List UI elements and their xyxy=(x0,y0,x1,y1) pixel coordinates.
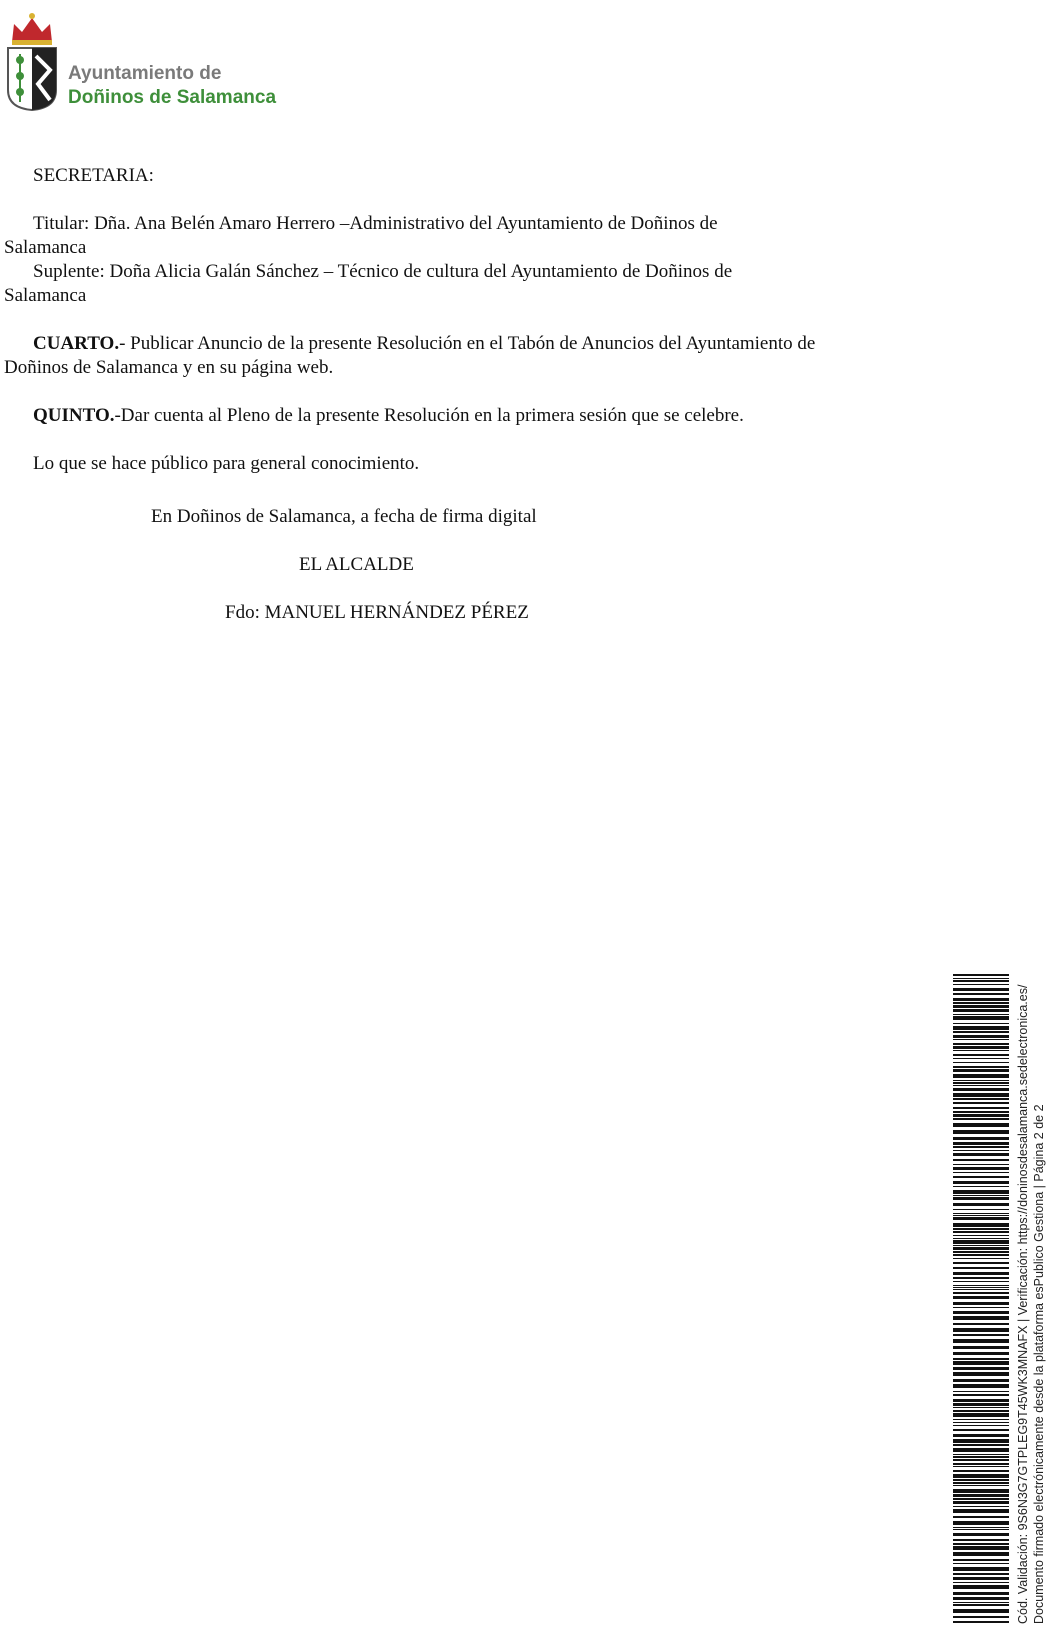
barcode-bar xyxy=(953,1150,1009,1151)
barcode-bar xyxy=(953,1164,1009,1165)
barcode-bar xyxy=(953,998,1009,1001)
barcode-bar xyxy=(953,1413,1009,1417)
barcode-bar xyxy=(953,1444,1009,1446)
validation-code-line: Cód. Validación: 9S6N3G7GTPLEG9T45WK3MNAFX | Verificación: https://doninosdesalamanca.sedelectronica.es/ xyxy=(1016,984,1030,1624)
barcode-bar xyxy=(953,1311,1009,1314)
barcode-bar xyxy=(953,1213,1009,1214)
barcode-bar xyxy=(953,1123,1009,1127)
municipality-logo xyxy=(4,4,294,112)
barcode-bar xyxy=(953,1088,1009,1091)
barcode-bar xyxy=(953,984,1009,985)
barcode-bar xyxy=(953,1419,1009,1420)
barcode-bar xyxy=(953,1479,1009,1481)
barcode-bar xyxy=(953,1361,1009,1365)
barcode-bar xyxy=(953,1506,1009,1507)
barcode-bar xyxy=(953,1339,1009,1343)
barcode-bar xyxy=(953,1167,1009,1170)
barcode-bar xyxy=(953,1422,1009,1423)
barcode-bar xyxy=(953,1316,1009,1320)
barcode-bar xyxy=(953,1258,1009,1259)
barcode-bar xyxy=(953,1114,1009,1117)
barcode-bar xyxy=(953,1102,1009,1104)
barcode-bar xyxy=(953,1002,1009,1004)
barcode-bar xyxy=(953,1352,1009,1355)
barcode-bar xyxy=(953,1285,1009,1286)
barcode-bar xyxy=(953,1585,1009,1589)
barcode-bar xyxy=(953,974,1009,976)
barcode-bar xyxy=(953,1287,1009,1288)
quinto-paragraph xyxy=(4,404,884,428)
barcode-bar xyxy=(953,1231,1009,1233)
barcode-bar xyxy=(953,1031,1009,1033)
signer-name: Fdo: MANUEL HERNÁNDEZ PÉREZ xyxy=(225,602,529,623)
barcode-bar xyxy=(953,1069,1009,1072)
barcode-bar xyxy=(953,1425,1009,1426)
barcode-bar xyxy=(953,1597,1009,1600)
barcode-bar xyxy=(953,1176,1009,1178)
barcode-bar xyxy=(953,1281,1009,1282)
suplente-paragraph: Suplente: Doña Alicia Galán Sánchez – Técnico de cultura del Ayuntamiento de Doñinos de Salamanca xyxy=(4,261,733,306)
barcode-bar xyxy=(953,1429,1009,1431)
barcode-bar xyxy=(953,1391,1009,1392)
barcode-bar xyxy=(953,1137,1009,1140)
barcode-bar xyxy=(953,1296,1009,1299)
barcode-bar xyxy=(953,1358,1009,1360)
barcode-bar xyxy=(953,1563,1009,1564)
barcode-bar xyxy=(953,1399,1009,1402)
cuarto-label: CUARTO. xyxy=(33,333,120,354)
signer-title: EL ALCALDE xyxy=(299,554,414,575)
barcode-bar xyxy=(953,1616,1009,1618)
barcode-bar xyxy=(953,988,1009,991)
barcode-bar xyxy=(953,1582,1009,1583)
place-date-line: En Doñinos de Salamanca, a fecha de firma digital xyxy=(151,506,537,527)
barcode-bar xyxy=(953,1292,1009,1294)
barcode-bar xyxy=(953,1546,1009,1550)
barcode-bar xyxy=(953,1093,1009,1097)
barcode-bar xyxy=(953,1577,1009,1580)
barcode-bar xyxy=(953,1474,1009,1478)
cuarto-paragraph xyxy=(4,332,884,380)
barcode-bar xyxy=(953,1559,1009,1561)
barcode-bar xyxy=(953,1454,1009,1455)
barcode-bar xyxy=(953,1621,1009,1623)
barcode-bar xyxy=(953,1346,1009,1349)
barcode-bar xyxy=(953,1323,1009,1325)
barcode-bar xyxy=(953,1118,1009,1120)
barcode-bar xyxy=(953,1509,1009,1513)
barcode-bar xyxy=(953,1529,1009,1530)
barcode-bar xyxy=(953,1448,1009,1452)
barcode-bar xyxy=(953,1159,1009,1161)
barcode-bar xyxy=(953,1521,1009,1525)
barcode-bar xyxy=(953,1267,1009,1269)
barcode-bar xyxy=(953,1172,1009,1173)
barcode-bar xyxy=(953,1107,1009,1109)
barcode-bar xyxy=(953,1527,1009,1528)
barcode-bar xyxy=(953,1552,1009,1556)
barcode-bar xyxy=(953,1085,1009,1086)
validation-footer xyxy=(1015,985,1046,1624)
barcode-bar xyxy=(953,1494,1009,1497)
barcode-bar xyxy=(953,1062,1009,1063)
barcode-bar xyxy=(953,1539,1009,1541)
barcode-bar xyxy=(953,1367,1009,1370)
barcode-bar xyxy=(953,1410,1009,1412)
barcode-bar xyxy=(953,1439,1009,1443)
barcode-bar xyxy=(953,1251,1009,1253)
barcode-bar xyxy=(953,1489,1009,1493)
barcode-bar xyxy=(953,1054,1009,1056)
barcode-bar xyxy=(953,1498,1009,1500)
barcode-bar xyxy=(953,1407,1009,1408)
barcode-bar xyxy=(953,1516,1009,1518)
barcode-bar xyxy=(953,1209,1009,1210)
barcode-bar xyxy=(953,1215,1009,1216)
barcode-bar xyxy=(953,1277,1009,1279)
barcode-bar xyxy=(953,1043,1009,1045)
barcode-bar xyxy=(953,1111,1009,1113)
barcode-bar xyxy=(953,1098,1009,1100)
barcode-bar xyxy=(953,993,1009,995)
logo-line-2: Doñinos de Salamanca xyxy=(68,87,277,108)
barcode-bar xyxy=(953,1014,1009,1015)
platform-line: Documento firmado electrónicamente desde la plataforma esPublico Gestiona | Página 2 de 2 xyxy=(1032,1104,1046,1624)
barcode-bar xyxy=(953,1609,1009,1613)
barcode-bar xyxy=(953,1567,1009,1571)
barcode-bar xyxy=(953,1074,1009,1078)
barcode-bar xyxy=(953,1334,1009,1336)
barcode-bar xyxy=(953,1153,1009,1156)
barcode-bar xyxy=(953,1190,1009,1194)
barcode-bar xyxy=(953,1379,1009,1382)
titular-paragraph: Titular: Dña. Ana Belén Amaro Herrero –Administrativo del Ayuntamiento de Doñinos de Salamanca xyxy=(4,213,718,258)
barcode-bar xyxy=(953,1066,1009,1068)
barcode-bar xyxy=(953,1254,1009,1256)
barcode-bar xyxy=(953,1262,1009,1264)
closing-statement: Lo que se hace público para general conocimiento. xyxy=(33,453,420,474)
barcode-bar xyxy=(953,1195,1009,1196)
barcode-bar xyxy=(953,1080,1009,1081)
barcode-bar xyxy=(953,1372,1009,1376)
barcode-bar xyxy=(953,1463,1009,1465)
barcode-bar xyxy=(953,1384,1009,1388)
barcode-bar xyxy=(953,1228,1009,1230)
barcode-bar xyxy=(953,1403,1009,1406)
barcode-bar xyxy=(953,1235,1009,1236)
secretaria-heading: SECRETARIA: xyxy=(33,165,154,186)
barcode-bar xyxy=(953,1466,1009,1467)
quinto-label: QUINTO. xyxy=(33,405,115,426)
barcode-bar xyxy=(953,1272,1009,1275)
validation-barcode xyxy=(953,974,1009,1624)
barcode-bar xyxy=(953,1005,1009,1008)
barcode-bar xyxy=(953,1046,1009,1049)
barcode-bar xyxy=(953,1130,1009,1134)
barcode-bar xyxy=(953,1543,1009,1545)
coat-of-arms-icon xyxy=(4,4,60,112)
barcode-bar xyxy=(953,1026,1009,1030)
barcode-bar xyxy=(953,1245,1009,1246)
barcode-bar xyxy=(953,1573,1009,1575)
barcode-bar xyxy=(953,978,1009,979)
barcode-bar xyxy=(953,1197,1009,1200)
logo-line-1: Ayuntamiento de xyxy=(68,63,222,84)
barcode-bar xyxy=(953,1485,1009,1486)
barcode-bar xyxy=(953,1203,1009,1206)
barcode-bar xyxy=(953,1434,1009,1437)
barcode-bar xyxy=(953,1247,1009,1250)
barcode-bar xyxy=(953,1289,1009,1290)
barcode-bar xyxy=(953,1328,1009,1332)
barcode-bar xyxy=(953,1023,1009,1024)
barcode-bar xyxy=(953,1039,1009,1040)
barcode-bar xyxy=(953,1082,1009,1084)
barcode-bar xyxy=(953,1470,1009,1472)
barcode-bar xyxy=(953,980,1009,982)
quinto-text: -Dar cuenta al Pleno de la presente Resolución en la primera sesión que se celebre. xyxy=(114,405,744,426)
barcode-bar xyxy=(953,1142,1009,1145)
barcode-bar xyxy=(953,1240,1009,1244)
barcode-bar xyxy=(953,1223,1009,1227)
barcode-bar xyxy=(953,1394,1009,1396)
cuarto-text: - Publicar Anuncio de la presente Resolución en el Tabón de Anuncios del Ayuntamiento de Doñinos de Salamanca y en su página web. xyxy=(4,333,816,378)
barcode-bar xyxy=(953,1592,1009,1595)
barcode-bar xyxy=(953,1456,1009,1458)
barcode-bar xyxy=(953,1217,1009,1220)
barcode-bar xyxy=(953,1058,1009,1059)
barcode-bar xyxy=(953,1009,1009,1012)
barcode-bar xyxy=(953,1602,1009,1603)
barcode-bar xyxy=(953,1604,1009,1606)
barcode-bar xyxy=(953,1035,1009,1038)
barcode-bar xyxy=(953,1016,1009,1020)
barcode-bar xyxy=(953,1238,1009,1239)
barcode-bar xyxy=(953,1146,1009,1148)
logo-wordmark xyxy=(68,62,276,110)
barcode-bar xyxy=(953,1050,1009,1051)
barcode-bar xyxy=(953,1302,1009,1305)
barcode-bar xyxy=(953,1186,1009,1187)
barcode-bar xyxy=(953,1459,1009,1461)
barcode-bar xyxy=(953,1533,1009,1536)
barcode-bar xyxy=(953,1181,1009,1184)
barcode-bar xyxy=(953,1307,1009,1308)
barcode-bar xyxy=(953,1482,1009,1484)
barcode-bar xyxy=(953,1501,1009,1504)
